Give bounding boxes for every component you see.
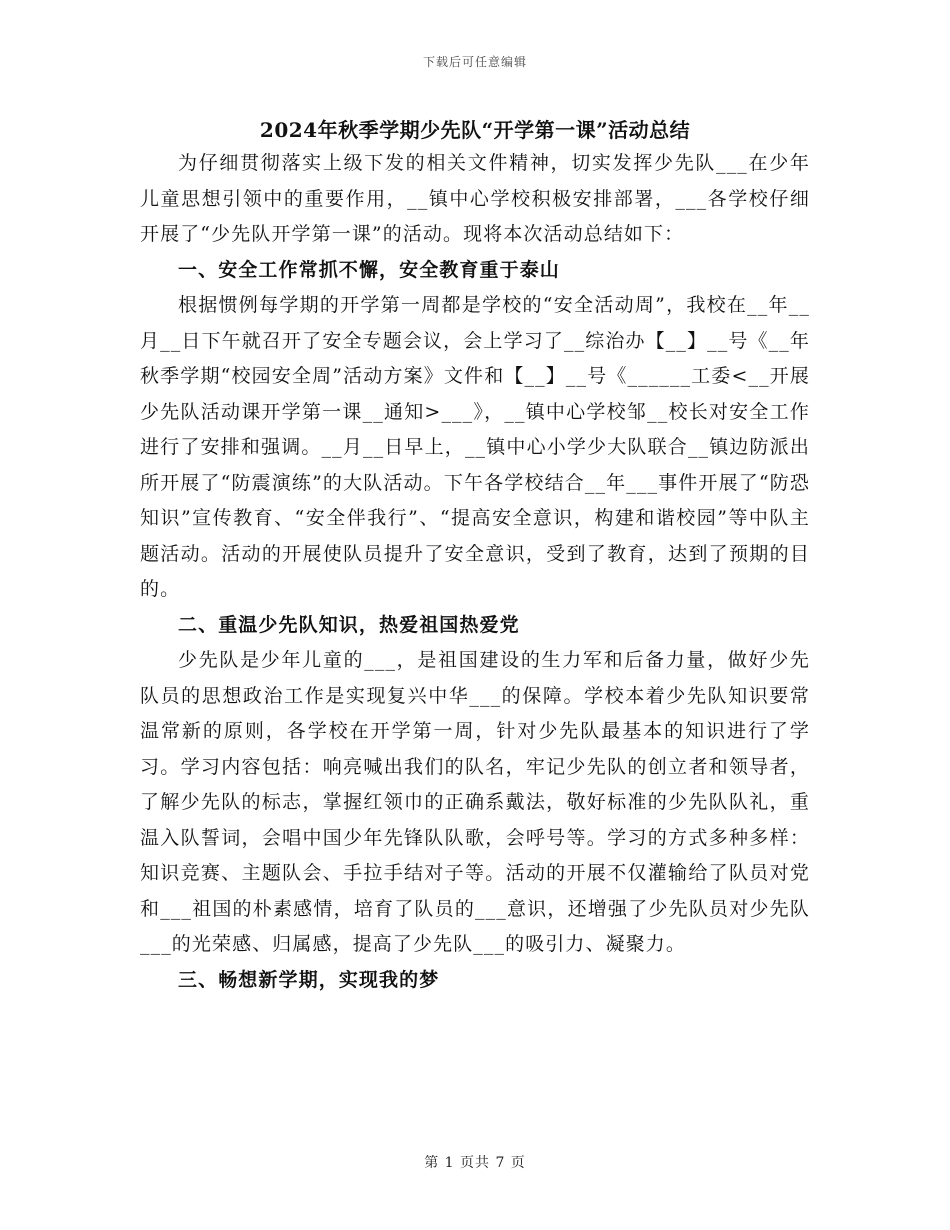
page-number: 第 1 页共 7 页: [424, 1155, 526, 1171]
section-1-paragraph: 根据惯例每学期的开学第一周都是学校的“安全活动周”，我校在__年__月__日下午就召开了安全专题会议，会上学习了__综治办【__】__号《__年秋季学期“校园安全周”活动方案》文件和【__】__号《______工委<__开展少先队活动课开学第一课__通知>___》，__镇中心学校邹__校长对安全工作进行了安排和强调。__月__日早上，__镇中心小学少大队联合__镇边防派出所开展了“防震演练”的大队活动。下午各学校结合__年___事件开展了“防恐知识”宣传教育、“安全伴我行”、“提高安全意识，构建和谐校园”等中队主题活动。活动的开展使队员提升了安全意识，受到了教育，达到了预期的目的。: [140, 294, 810, 600]
section-2-paragraph: 少先队是少年儿童的___，是祖国建设的生力军和后备力量，做好少先队员的思想政治工作是实现复兴中华___的保障。学校本着少先队知识要常温常新的原则，各学校在开学第一周，针对少先队最基本的知识进行了学习。学习内容包括：响亮喊出我们的队名，牢记少先队的创立者和领导者，了解少先队的标志，掌握红领巾的正确系戴法，敬好标准的少先队队礼，重温入队誓词，会唱中国少年先锋队队歌，会呼号等。学习的方式多种多样：知识竞赛、主题队会、手拉手结对子等。活动的开展不仅灌输给了队员对党和___祖国的朴素感情，培育了队员的___意识，还增强了少先队员对少先队___的光荣感、归属感，提高了少先队___的吸引力、凝聚力。: [140, 649, 810, 955]
intro-paragraph: 为仔细贯彻落实上级下发的相关文件精神，切实发挥少先队___在少年儿童思想引领中的重要作用，__镇中心学校积极安排部署，___各学校仔细开展了“少先队开学第一课”的活动。现将本次活动总结如下：: [140, 152, 810, 245]
section-heading-1: 一、安全工作常抓不懈，安全教育重于泰山: [178, 258, 560, 281]
document-body: [140, 146, 810, 998]
document-title: 2024年秋季学期少先队“开学第一课”活动总结: [259, 118, 691, 142]
section-heading-2: 二、重温少先队知识，热爱祖国热爱党: [178, 613, 520, 636]
header-note: 下载后可任意编辑: [422, 55, 527, 69]
section-heading-3: 三、畅想新学期，实现我的梦: [178, 968, 440, 991]
